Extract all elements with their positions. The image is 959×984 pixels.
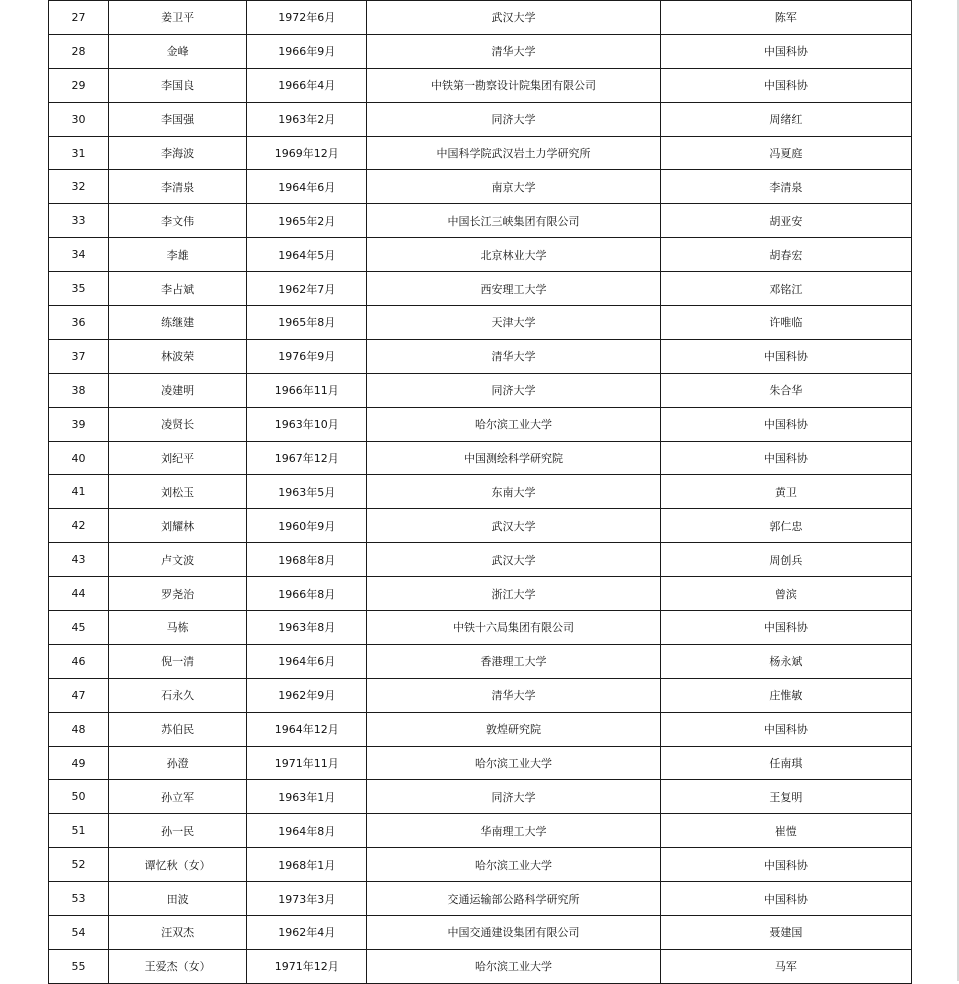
name-cell: 倪一清 <box>109 644 247 678</box>
organization-cell: 南京大学 <box>367 170 660 204</box>
name-cell: 汪双杰 <box>109 916 247 950</box>
name-cell: 李国良 <box>109 68 247 102</box>
table-row <box>49 848 912 882</box>
row-number-cell: 33 <box>49 204 109 238</box>
recommender-cell: 崔愷 <box>660 814 911 848</box>
name-cell: 谭忆秋（女） <box>109 848 247 882</box>
candidate-table-sheet <box>48 0 912 984</box>
row-number-cell: 35 <box>49 272 109 306</box>
recommender-cell: 胡春宏 <box>660 238 911 272</box>
recommender-cell: 朱合华 <box>660 373 911 407</box>
birth-date-cell: 1971年12月 <box>247 949 367 983</box>
row-number-cell: 49 <box>49 746 109 780</box>
birth-date-cell: 1964年8月 <box>247 814 367 848</box>
row-number-cell: 27 <box>49 1 109 35</box>
recommender-cell: 中国科协 <box>660 712 911 746</box>
organization-cell: 中国长江三峡集团有限公司 <box>367 204 660 238</box>
name-cell: 刘纪平 <box>109 441 247 475</box>
table-row <box>49 780 912 814</box>
row-number-cell: 29 <box>49 68 109 102</box>
row-number-cell: 40 <box>49 441 109 475</box>
row-number-cell: 36 <box>49 306 109 340</box>
recommender-cell: 中国科协 <box>660 407 911 441</box>
recommender-cell: 邓铭江 <box>660 272 911 306</box>
organization-cell: 交通运输部公路科学研究所 <box>367 882 660 916</box>
table-row <box>49 475 912 509</box>
organization-cell: 北京林业大学 <box>367 238 660 272</box>
birth-date-cell: 1973年3月 <box>247 882 367 916</box>
row-number-cell: 53 <box>49 882 109 916</box>
birth-date-cell: 1972年6月 <box>247 1 367 35</box>
recommender-cell: 马军 <box>660 949 911 983</box>
organization-cell: 哈尔滨工业大学 <box>367 407 660 441</box>
name-cell: 孙一民 <box>109 814 247 848</box>
name-cell: 苏伯民 <box>109 712 247 746</box>
table-row <box>49 441 912 475</box>
organization-cell: 清华大学 <box>367 339 660 373</box>
name-cell: 马栋 <box>109 611 247 645</box>
row-number-cell: 47 <box>49 678 109 712</box>
name-cell: 王爱杰（女） <box>109 949 247 983</box>
name-cell: 李占斌 <box>109 272 247 306</box>
organization-cell: 武汉大学 <box>367 509 660 543</box>
name-cell: 刘耀林 <box>109 509 247 543</box>
row-number-cell: 45 <box>49 611 109 645</box>
birth-date-cell: 1966年11月 <box>247 373 367 407</box>
row-number-cell: 44 <box>49 577 109 611</box>
row-number-cell: 32 <box>49 170 109 204</box>
row-number-cell: 30 <box>49 102 109 136</box>
birth-date-cell: 1967年12月 <box>247 441 367 475</box>
organization-cell: 哈尔滨工业大学 <box>367 848 660 882</box>
recommender-cell: 许唯临 <box>660 306 911 340</box>
recommender-cell: 陈军 <box>660 1 911 35</box>
recommender-cell: 郭仁忠 <box>660 509 911 543</box>
recommender-cell: 冯夏庭 <box>660 136 911 170</box>
name-cell: 凌贤长 <box>109 407 247 441</box>
birth-date-cell: 1965年2月 <box>247 204 367 238</box>
birth-date-cell: 1968年8月 <box>247 543 367 577</box>
name-cell: 李国强 <box>109 102 247 136</box>
recommender-cell: 聂建国 <box>660 916 911 950</box>
birth-date-cell: 1960年9月 <box>247 509 367 543</box>
table-body <box>49 1 912 984</box>
organization-cell: 中铁十六局集团有限公司 <box>367 611 660 645</box>
organization-cell: 天津大学 <box>367 306 660 340</box>
table-row <box>49 916 912 950</box>
recommender-cell: 中国科协 <box>660 611 911 645</box>
birth-date-cell: 1962年4月 <box>247 916 367 950</box>
table-row <box>49 34 912 68</box>
row-number-cell: 55 <box>49 949 109 983</box>
name-cell: 李文伟 <box>109 204 247 238</box>
table-row <box>49 678 912 712</box>
recommender-cell: 周绪红 <box>660 102 911 136</box>
birth-date-cell: 1968年1月 <box>247 848 367 882</box>
row-number-cell: 46 <box>49 644 109 678</box>
recommender-cell: 中国科协 <box>660 339 911 373</box>
table-row <box>49 509 912 543</box>
birth-date-cell: 1969年12月 <box>247 136 367 170</box>
name-cell: 李海波 <box>109 136 247 170</box>
organization-cell: 敦煌研究院 <box>367 712 660 746</box>
organization-cell: 武汉大学 <box>367 543 660 577</box>
table-row <box>49 949 912 983</box>
recommender-cell: 周创兵 <box>660 543 911 577</box>
table-row <box>49 68 912 102</box>
birth-date-cell: 1976年9月 <box>247 339 367 373</box>
birth-date-cell: 1963年10月 <box>247 407 367 441</box>
row-number-cell: 28 <box>49 34 109 68</box>
name-cell: 刘松玉 <box>109 475 247 509</box>
name-cell: 卢文波 <box>109 543 247 577</box>
name-cell: 练继建 <box>109 306 247 340</box>
table-row <box>49 712 912 746</box>
name-cell: 孙立军 <box>109 780 247 814</box>
table-row <box>49 238 912 272</box>
birth-date-cell: 1962年7月 <box>247 272 367 306</box>
row-number-cell: 51 <box>49 814 109 848</box>
organization-cell: 中国测绘科学研究院 <box>367 441 660 475</box>
table-row <box>49 272 912 306</box>
row-number-cell: 39 <box>49 407 109 441</box>
organization-cell: 香港理工大学 <box>367 644 660 678</box>
name-cell: 凌建明 <box>109 373 247 407</box>
organization-cell: 华南理工大学 <box>367 814 660 848</box>
table-row <box>49 339 912 373</box>
recommender-cell: 任南琪 <box>660 746 911 780</box>
row-number-cell: 54 <box>49 916 109 950</box>
birth-date-cell: 1964年6月 <box>247 170 367 204</box>
name-cell: 田波 <box>109 882 247 916</box>
organization-cell: 西安理工大学 <box>367 272 660 306</box>
recommender-cell: 胡亚安 <box>660 204 911 238</box>
row-number-cell: 37 <box>49 339 109 373</box>
organization-cell: 清华大学 <box>367 34 660 68</box>
organization-cell: 同济大学 <box>367 102 660 136</box>
birth-date-cell: 1964年5月 <box>247 238 367 272</box>
recommender-cell: 李清泉 <box>660 170 911 204</box>
name-cell: 李雄 <box>109 238 247 272</box>
birth-date-cell: 1971年11月 <box>247 746 367 780</box>
organization-cell: 武汉大学 <box>367 1 660 35</box>
organization-cell: 东南大学 <box>367 475 660 509</box>
recommender-cell: 杨永斌 <box>660 644 911 678</box>
recommender-cell: 中国科协 <box>660 441 911 475</box>
row-number-cell: 42 <box>49 509 109 543</box>
recommender-cell: 曾滨 <box>660 577 911 611</box>
table-row <box>49 644 912 678</box>
table-row <box>49 746 912 780</box>
birth-date-cell: 1963年1月 <box>247 780 367 814</box>
organization-cell: 中国科学院武汉岩土力学研究所 <box>367 136 660 170</box>
name-cell: 罗尧治 <box>109 577 247 611</box>
organization-cell: 同济大学 <box>367 780 660 814</box>
organization-cell: 清华大学 <box>367 678 660 712</box>
table-row <box>49 577 912 611</box>
birth-date-cell: 1966年8月 <box>247 577 367 611</box>
recommender-cell: 庄惟敏 <box>660 678 911 712</box>
table-row <box>49 170 912 204</box>
birth-date-cell: 1963年5月 <box>247 475 367 509</box>
row-number-cell: 34 <box>49 238 109 272</box>
recommender-cell: 中国科协 <box>660 34 911 68</box>
name-cell: 孙澄 <box>109 746 247 780</box>
recommender-cell: 黄卫 <box>660 475 911 509</box>
birth-date-cell: 1966年9月 <box>247 34 367 68</box>
recommender-cell: 中国科协 <box>660 68 911 102</box>
table-row <box>49 136 912 170</box>
row-number-cell: 38 <box>49 373 109 407</box>
table-row <box>49 373 912 407</box>
organization-cell: 哈尔滨工业大学 <box>367 949 660 983</box>
row-number-cell: 48 <box>49 712 109 746</box>
table-row <box>49 611 912 645</box>
organization-cell: 浙江大学 <box>367 577 660 611</box>
organization-cell: 中铁第一勘察设计院集团有限公司 <box>367 68 660 102</box>
name-cell: 金峰 <box>109 34 247 68</box>
row-number-cell: 41 <box>49 475 109 509</box>
name-cell: 石永久 <box>109 678 247 712</box>
birth-date-cell: 1964年6月 <box>247 644 367 678</box>
organization-cell: 同济大学 <box>367 373 660 407</box>
birth-date-cell: 1963年2月 <box>247 102 367 136</box>
organization-cell: 哈尔滨工业大学 <box>367 746 660 780</box>
candidate-table <box>48 0 912 984</box>
birth-date-cell: 1965年8月 <box>247 306 367 340</box>
table-row <box>49 204 912 238</box>
table-row <box>49 882 912 916</box>
name-cell: 姜卫平 <box>109 1 247 35</box>
row-number-cell: 50 <box>49 780 109 814</box>
table-row <box>49 1 912 35</box>
organization-cell: 中国交通建设集团有限公司 <box>367 916 660 950</box>
birth-date-cell: 1964年12月 <box>247 712 367 746</box>
recommender-cell: 中国科协 <box>660 848 911 882</box>
table-row <box>49 306 912 340</box>
table-row <box>49 407 912 441</box>
birth-date-cell: 1966年4月 <box>247 68 367 102</box>
name-cell: 李清泉 <box>109 170 247 204</box>
birth-date-cell: 1963年8月 <box>247 611 367 645</box>
row-number-cell: 31 <box>49 136 109 170</box>
table-row <box>49 543 912 577</box>
row-number-cell: 52 <box>49 848 109 882</box>
birth-date-cell: 1962年9月 <box>247 678 367 712</box>
row-number-cell: 43 <box>49 543 109 577</box>
table-row <box>49 102 912 136</box>
recommender-cell: 中国科协 <box>660 882 911 916</box>
table-row <box>49 814 912 848</box>
name-cell: 林波荣 <box>109 339 247 373</box>
recommender-cell: 王复明 <box>660 780 911 814</box>
